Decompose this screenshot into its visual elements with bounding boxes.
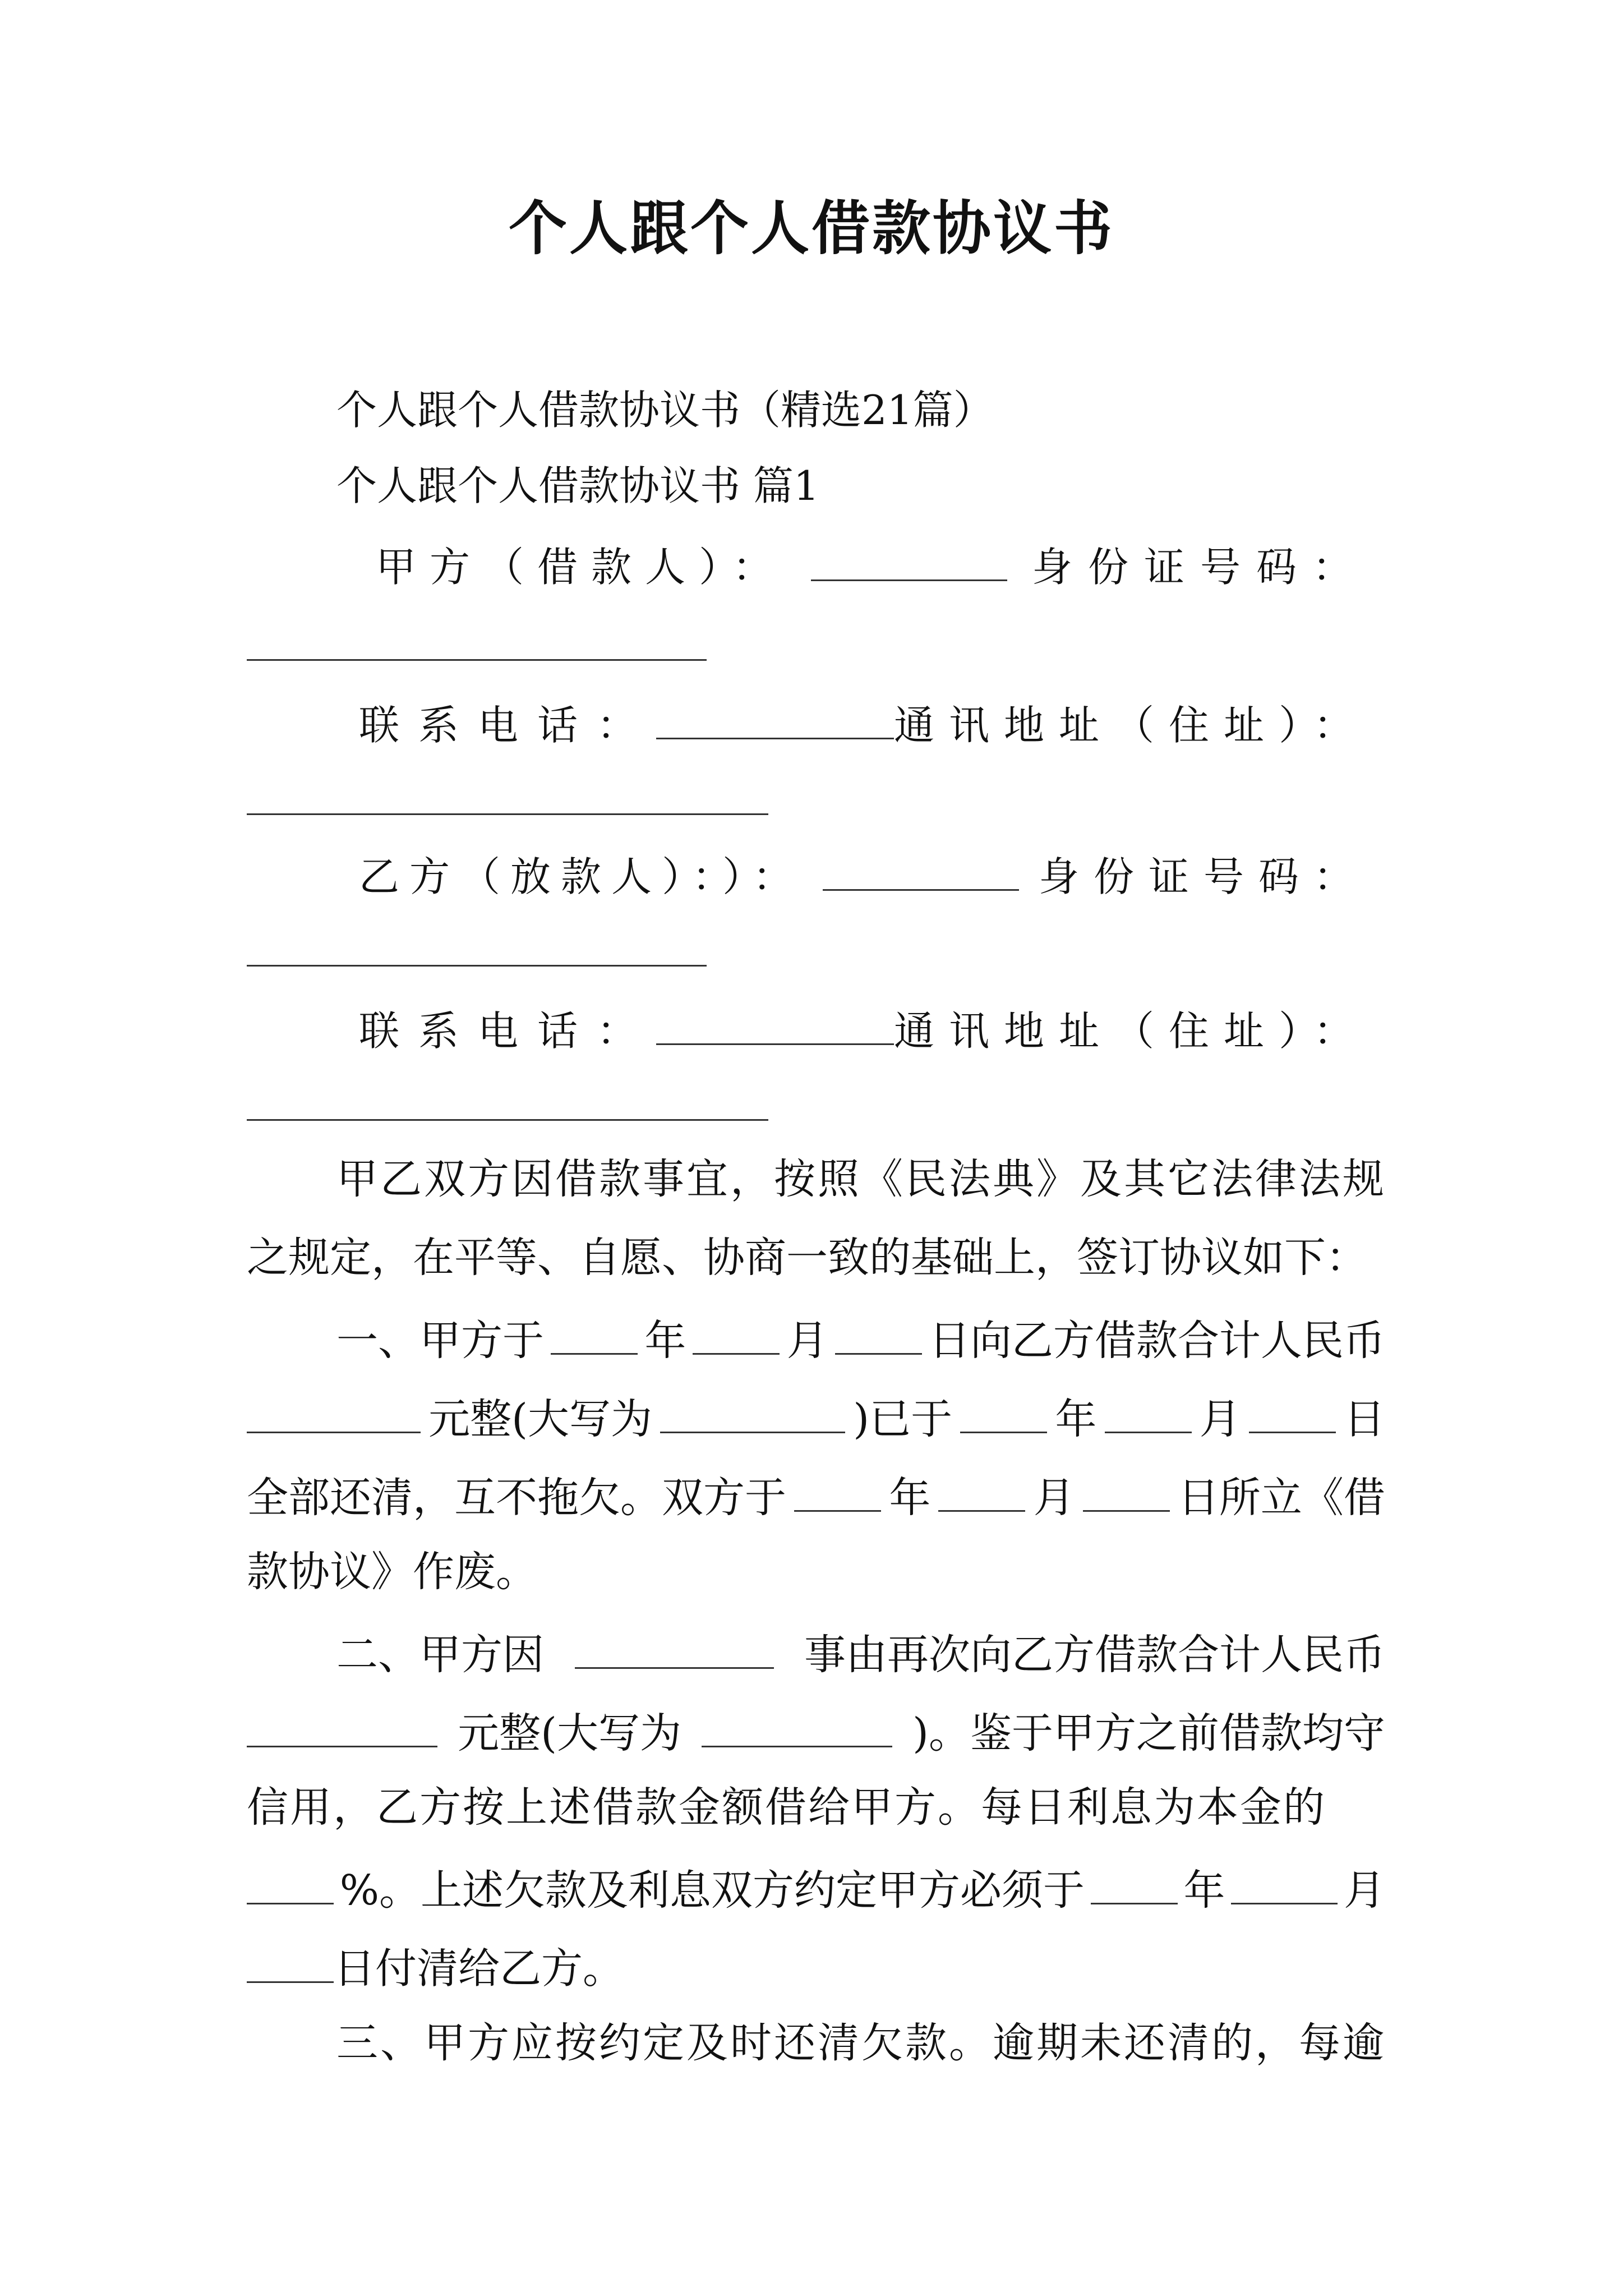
clause-2-line-5	[247, 1944, 624, 1993]
clause-1-repaid-label: )已于	[853, 1395, 953, 1443]
clause-1-prior-year-label: 年	[889, 1473, 931, 1522]
clause-2-reason-field[interactable]	[575, 1630, 774, 1669]
party-a-phone-label: 联系电话：	[359, 701, 657, 749]
clause-2-text-2: 事由再次向乙方借款合计人民币	[804, 1630, 1385, 1679]
clause-1-repaid-year-field[interactable]	[960, 1394, 1047, 1433]
party-a-row	[247, 543, 1368, 591]
clause-1-repaid-month-label: 月	[1199, 1395, 1241, 1443]
clause-1-amount-label: 元整(大写为	[428, 1395, 652, 1443]
clause-2-line-4	[247, 1865, 1385, 1915]
party-a-contact-row	[247, 701, 1368, 749]
clause-1-repaid-year-label: 年	[1055, 1395, 1097, 1443]
clause-1-prior-year-field[interactable]	[794, 1473, 881, 1512]
clause-2-credit-text: )。鉴于甲方之前借款均守	[912, 1709, 1385, 1757]
clause-1-line-3	[247, 1473, 1385, 1522]
clause-1-line-1	[336, 1315, 1385, 1365]
clause-1-prior-day-field[interactable]	[1083, 1473, 1170, 1512]
party-b-address-label: 通讯地址（住址）：	[893, 1007, 1368, 1055]
clause-2-due-year-field[interactable]	[1091, 1865, 1178, 1904]
clause-2-line-3: 信用，乙方按上述借款金额借给甲方。每日利息为本金的	[247, 1783, 1326, 1832]
party-b-id-field[interactable]	[247, 965, 707, 967]
party-b-label: 乙方（放款人）：）：	[359, 853, 804, 900]
clause-1-month-label: 月	[786, 1316, 828, 1365]
party-a-id-label: 身份证号码：	[1031, 543, 1368, 591]
party-a-id-field[interactable]	[247, 659, 707, 661]
party-a-address-label: 通讯地址（住址）：	[893, 701, 1368, 749]
party-b-phone-field[interactable]	[656, 1007, 894, 1045]
clause-1-amount-field[interactable]	[247, 1394, 421, 1433]
clause-1-repaid-month-field[interactable]	[1105, 1394, 1192, 1433]
clause-2-due-year-label: 年	[1183, 1866, 1225, 1915]
clause-1-repaid-day-label: 日	[1343, 1395, 1385, 1443]
clause-2-due-month-field[interactable]	[1231, 1865, 1338, 1904]
clause-1-year-label: 年	[644, 1316, 686, 1365]
clause-2-rate-field[interactable]	[247, 1865, 334, 1904]
document-title: 个人跟个人借款协议书	[508, 194, 1114, 263]
party-a-address-field[interactable]	[247, 813, 768, 815]
party-a-phone-field[interactable]	[656, 701, 894, 739]
clause-1-amount-words-field[interactable]	[660, 1394, 845, 1433]
clause-3-line-1: 三、甲方应按约定及时还清欠款。逾期未还清的，每逾	[336, 2019, 1386, 2067]
clause-1-prior-month-label: 月	[1033, 1473, 1075, 1522]
clause-1-month-field[interactable]	[693, 1315, 780, 1355]
party-b-contact-row	[247, 1007, 1368, 1055]
section-heading: 个人跟个人借款协议书 篇1	[336, 462, 819, 509]
party-b-phone-label: 联系电话：	[359, 1007, 657, 1055]
party-b-id-label: 身份证号码：	[1038, 853, 1368, 900]
clause-2-line-2	[247, 1708, 1385, 1757]
clause-2-amount-label: 元整(大写为	[458, 1709, 681, 1757]
clause-1-year-field[interactable]	[551, 1315, 638, 1355]
party-a-label: 甲方（借款人）：	[376, 543, 787, 591]
document-subtitle: 个人跟个人借款协议书（精选21篇）	[336, 386, 994, 434]
clause-2-due-day-field[interactable]	[247, 1944, 334, 1983]
clause-1-day-text: 日向乙方借款合计人民币	[928, 1316, 1385, 1365]
clause-1-day-field[interactable]	[835, 1315, 922, 1355]
clause-1-prior-month-field[interactable]	[938, 1473, 1025, 1512]
party-b-name-field[interactable]	[823, 853, 1019, 891]
clause-1-text: 一、甲方于	[336, 1316, 544, 1365]
intro-line-2: 之规定，在平等、自愿、协商一致的基础上，签订协议如下：	[247, 1234, 1367, 1282]
intro-line-1: 甲乙双方因借款事宜，按照《民法典》及其它法律法规	[336, 1155, 1386, 1203]
clause-2-due-day-text: 日付清给乙方。	[334, 1944, 624, 1993]
clause-2-line-1	[336, 1630, 1385, 1679]
party-b-address-field[interactable]	[247, 1119, 768, 1121]
clause-2-amount-words-field[interactable]	[702, 1708, 892, 1747]
clause-1-repaid-day-field[interactable]	[1249, 1394, 1336, 1433]
clause-2-due-month-label: 月	[1343, 1866, 1385, 1915]
clause-1-line-4: 款协议》作废。	[247, 1548, 537, 1596]
clause-1-settled-text: 全部还清，互不拖欠。双方于	[247, 1473, 786, 1522]
clause-2-text: 二、甲方因	[336, 1630, 544, 1679]
party-a-name-field[interactable]	[811, 543, 1007, 581]
party-b-row	[247, 853, 1368, 900]
clause-2-amount-field[interactable]	[247, 1708, 437, 1747]
clause-1-prior-day-text: 日所立《借	[1177, 1473, 1385, 1522]
clause-2-rate-text: %。上述欠款及利息双方约定甲方必须于	[339, 1866, 1085, 1915]
clause-1-line-2	[247, 1394, 1385, 1443]
